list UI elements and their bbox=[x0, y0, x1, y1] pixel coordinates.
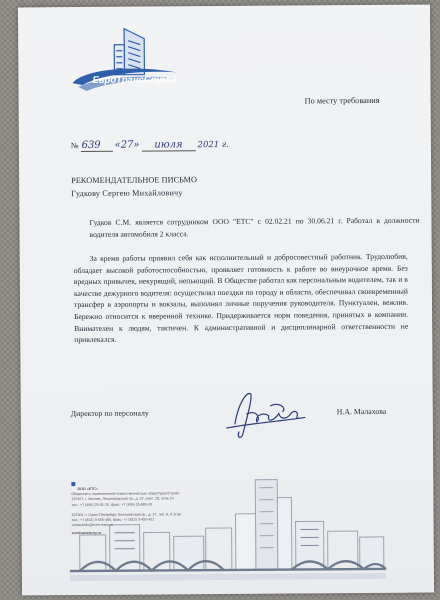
handwritten-signature bbox=[217, 383, 317, 444]
signer-position: Директор по персоналу bbox=[70, 408, 149, 419]
footer-website: eurotransstroy.ru bbox=[71, 530, 102, 535]
letter-title: РЕКОМЕНДАТЕЛЬНОЕ ПИСЬМО bbox=[71, 175, 198, 186]
recipient-name: Гудкову Сергею Михайловичу bbox=[71, 188, 183, 199]
letter-page bbox=[18, 5, 434, 596]
paragraph-characteristics: За время работы проявил себя как исполнительный и добросовестный работник. Трудолюбив, обладает высокой работоспособностью, проявляет готовность к работе во внеурочное время. Без вредных привычек, некурящий, непьющий. В Обществе работал как персональным водителем, так и в качестве дежурного водителя: осуществлял поездки по городу и области, обеспечивал своевременный трансфер в аэропорты и вокзалы, выполнял личные поручения руководителя. Пунктуален, вежлив. Бережно относится к вверенной технике. Придерживается норм поведения, принятых в компании. Внимателен к людям, тактичен. К административной и дисциплинарной ответственности не привлекался. bbox=[73, 251, 409, 345]
company-footer bbox=[71, 486, 211, 536]
footer-address-line: тел.: +7 (495) 25-01-25, факс: +7 (495) 25-885-59 bbox=[71, 502, 153, 507]
addressee: По месту требования bbox=[304, 95, 380, 106]
outgoing-number: 639 bbox=[81, 140, 113, 152]
signer-name: Н.А. Малахова bbox=[336, 406, 387, 417]
outgoing-month: июля bbox=[141, 139, 195, 151]
footer-address-line: 197301, г. Санкт-Петербург, Коломяжский пр., д. 27, лит. А, 9 этаж bbox=[71, 512, 181, 518]
number-prefix: № bbox=[70, 141, 79, 151]
footer-address-line: contactinfo@euro-trans.ru bbox=[71, 523, 114, 528]
logo-text: ЕвроТрансСтрой bbox=[92, 74, 177, 86]
paragraph-employment: Гудков С.М. является сотрудником ООО "ЕТС" с 02.02.21 по 30.06.21 г. Работал в должности водителя автомобиля 2 класса. bbox=[89, 215, 420, 239]
footer-company-short: ООО «ЕТС» bbox=[77, 486, 98, 492]
footer-address-line: 125167, г. Москва, Ленинградский пр., д. 37, корп. 28, этаж 2ч bbox=[71, 496, 174, 502]
footer-address-line: тел.: +7 (812) 3-455-485, факс: +7 (812) 3-455-421 bbox=[71, 517, 155, 523]
outgoing-number-and-date bbox=[71, 139, 229, 152]
company-logo bbox=[64, 24, 181, 105]
footer-address-line: Общество с ограниченной ответственностью «ЕвроТрансСтрой» bbox=[71, 491, 180, 497]
outgoing-year: 2021 г. bbox=[197, 139, 229, 151]
outgoing-day: «27» bbox=[114, 139, 140, 151]
